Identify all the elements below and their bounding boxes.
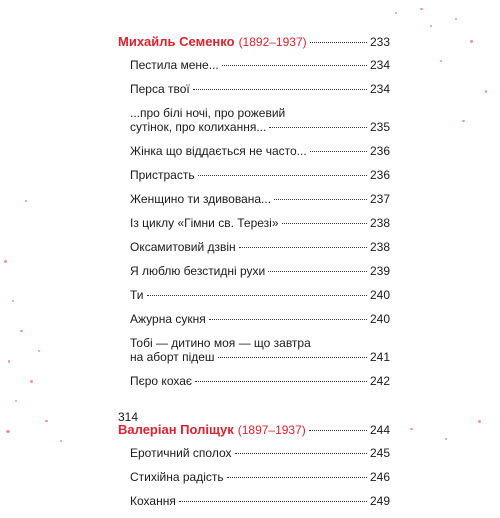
- section-entries: [118, 58, 390, 388]
- list-item: [130, 446, 390, 460]
- list-item: [130, 240, 390, 254]
- entry-title: Пристрасть: [130, 168, 195, 182]
- entry-page: 236: [369, 168, 390, 182]
- entry-title: Еротичний сполох: [130, 446, 232, 460]
- entry-title: Жінка що віддається не часто...: [130, 144, 307, 158]
- entry-title-line1: Тобі — дитино моя — що завтра: [130, 336, 311, 350]
- dot-leader: [198, 175, 367, 176]
- entry-page: 245: [369, 446, 390, 460]
- list-item: [130, 82, 390, 96]
- dot-leader: [218, 357, 367, 358]
- red-speckle: [20, 330, 23, 332]
- list-item: [130, 336, 390, 364]
- entry-page: 246: [369, 470, 390, 484]
- entry-title-line1: ...про білі ночі, про рожевий: [130, 106, 286, 120]
- entry-title: Я люблю безстидні рухи: [130, 264, 266, 278]
- dot-leader: [268, 271, 367, 272]
- red-speckle: [38, 350, 40, 352]
- section-header: [118, 34, 390, 54]
- toc-section: [118, 422, 390, 508]
- entry-title: Пестила мене...: [130, 58, 219, 72]
- table-of-contents: [118, 34, 390, 518]
- entry-page: 236: [369, 144, 390, 158]
- entry-page: 237: [369, 192, 390, 206]
- entry-title: сутінок, про колихання...: [130, 120, 267, 134]
- red-speckle: [462, 120, 465, 122]
- list-item: [130, 312, 390, 326]
- dot-leader: [274, 199, 367, 200]
- entry-title: Із циклу «Гімни св. Терезі»: [130, 216, 279, 230]
- red-speckle: [478, 420, 481, 423]
- section-header: [118, 422, 390, 442]
- section-author: Михайль Семенко: [118, 34, 235, 49]
- red-speckle: [445, 438, 447, 440]
- list-item: [130, 374, 390, 388]
- entry-title: Ажурна сукня: [130, 312, 206, 326]
- page-number: 314: [118, 410, 139, 424]
- section-author: Валеріан Поліщук: [118, 422, 234, 437]
- section-years: (1892–1937): [238, 35, 307, 49]
- list-item: [130, 192, 390, 206]
- entry-title: на аборт підеш: [130, 350, 215, 364]
- entry-title: Перса твої: [130, 82, 190, 96]
- entry-page: 238: [369, 216, 390, 230]
- dot-leader: [309, 430, 367, 431]
- dot-leader: [282, 223, 367, 224]
- entry-page: 234: [369, 82, 390, 96]
- entry-page: 239: [369, 264, 390, 278]
- dot-leader: [310, 151, 367, 152]
- red-speckle: [485, 90, 487, 93]
- entry-title: Ти: [130, 288, 144, 302]
- dot-leader: [222, 65, 367, 66]
- red-speckle: [470, 40, 473, 43]
- list-item: [130, 106, 390, 134]
- entry-title: Пєро кохає: [130, 374, 193, 388]
- list-item: [130, 288, 390, 302]
- dot-leader: [269, 127, 367, 128]
- section-gap: [118, 398, 390, 422]
- list-item: [130, 58, 390, 72]
- dot-leader: [235, 453, 367, 454]
- entry-page: 234: [369, 58, 390, 72]
- entry-page: 240: [369, 312, 390, 326]
- list-item: [130, 168, 390, 182]
- red-speckle: [60, 440, 62, 442]
- entry-page: 240: [369, 288, 390, 302]
- red-speckle: [455, 18, 457, 20]
- entry-title: Женщино ти здивована...: [130, 192, 272, 206]
- red-speckle: [12, 300, 14, 302]
- dot-leader: [209, 319, 367, 320]
- red-speckle: [395, 12, 397, 14]
- entry-title: Кохання: [130, 494, 176, 508]
- red-speckle: [25, 200, 27, 202]
- dot-leader: [227, 477, 367, 478]
- section-page: 244: [369, 423, 390, 437]
- entry-page: 238: [369, 240, 390, 254]
- red-speckle: [410, 428, 413, 430]
- entry-page: 235: [369, 120, 390, 134]
- list-item: [130, 470, 390, 484]
- list-item: [130, 216, 390, 230]
- list-item: [130, 264, 390, 278]
- red-speckle: [4, 260, 7, 263]
- dot-leader: [147, 295, 367, 296]
- red-speckle: [430, 25, 432, 27]
- dot-leader: [310, 42, 367, 43]
- list-item: [130, 144, 390, 158]
- dot-leader: [195, 381, 367, 382]
- dot-leader: [193, 89, 367, 90]
- red-speckle: [8, 360, 10, 363]
- toc-section: [118, 34, 390, 388]
- red-speckle: [30, 380, 33, 383]
- dot-leader: [239, 247, 367, 248]
- entry-page: 242: [369, 374, 390, 388]
- entry-title: Стихійна радість: [130, 470, 224, 484]
- dot-leader: [179, 501, 367, 502]
- entry-page: 249: [369, 494, 390, 508]
- list-item: [130, 494, 390, 508]
- red-speckle: [440, 60, 442, 62]
- entry-page: 241: [369, 350, 390, 364]
- section-page: 233: [369, 35, 390, 49]
- red-speckle: [420, 8, 423, 10]
- entry-title: Оксамитовий дзвін: [130, 240, 236, 254]
- red-speckle: [45, 420, 48, 422]
- red-speckle: [15, 400, 17, 402]
- section-years: (1897–1937): [237, 423, 306, 437]
- section-entries: [118, 446, 390, 508]
- red-speckle: [6, 430, 10, 433]
